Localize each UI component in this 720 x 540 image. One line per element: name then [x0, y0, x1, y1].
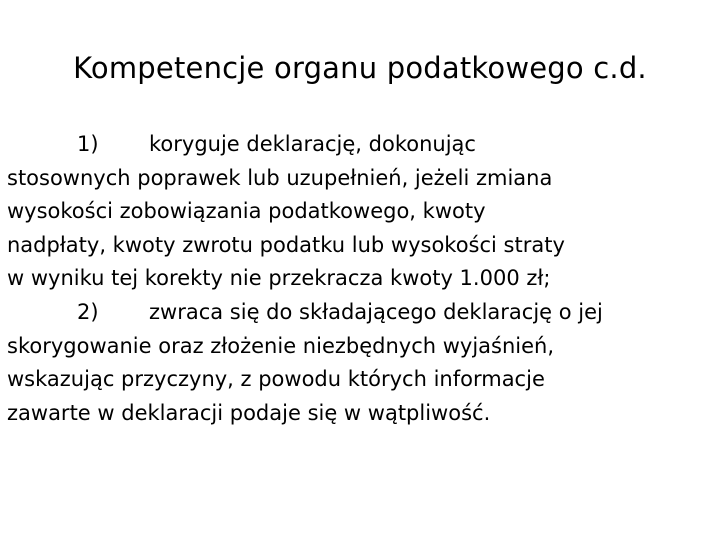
list-item-1-line-4: nadpłaty, kwoty zwrotu podatku lub wysokości straty	[7, 232, 565, 257]
list-item-2-line-4: zawarte w deklaracji podaje się w wątpliwość.	[7, 400, 491, 425]
slide-body	[7, 128, 707, 430]
list-item-2-line-3: wskazując przyczyny, z powodu których informacje	[7, 367, 545, 392]
list-item-1-line-5: w wyniku tej korekty nie przekracza kwoty 1.000 zł;	[7, 266, 551, 291]
list-item-2-number: 2)	[77, 299, 99, 324]
list-item-1-lead: koryguje deklarację, dokonując	[149, 132, 476, 156]
list-item-2	[7, 296, 707, 430]
list-item-2-lead: zwraca się do składającego deklarację o jej	[149, 299, 603, 324]
slide-title: Kompetencje organu podatkowego c.d.	[73, 51, 647, 85]
list-item-1-line-3: wysokości zobowiązania podatkowego, kwoty	[7, 199, 486, 224]
list-item-1-first-line	[7, 128, 707, 162]
list-item-1-line-2: stosownych poprawek lub uzupełnień, jeżeli zmiana	[7, 165, 553, 190]
list-item-1-number: 1)	[77, 132, 99, 156]
list-item-2-first-line	[7, 296, 707, 330]
list-item-1	[7, 128, 707, 296]
list-item-2-line-2: skorygowanie oraz złożenie niezbędnych wyjaśnień,	[7, 333, 555, 358]
